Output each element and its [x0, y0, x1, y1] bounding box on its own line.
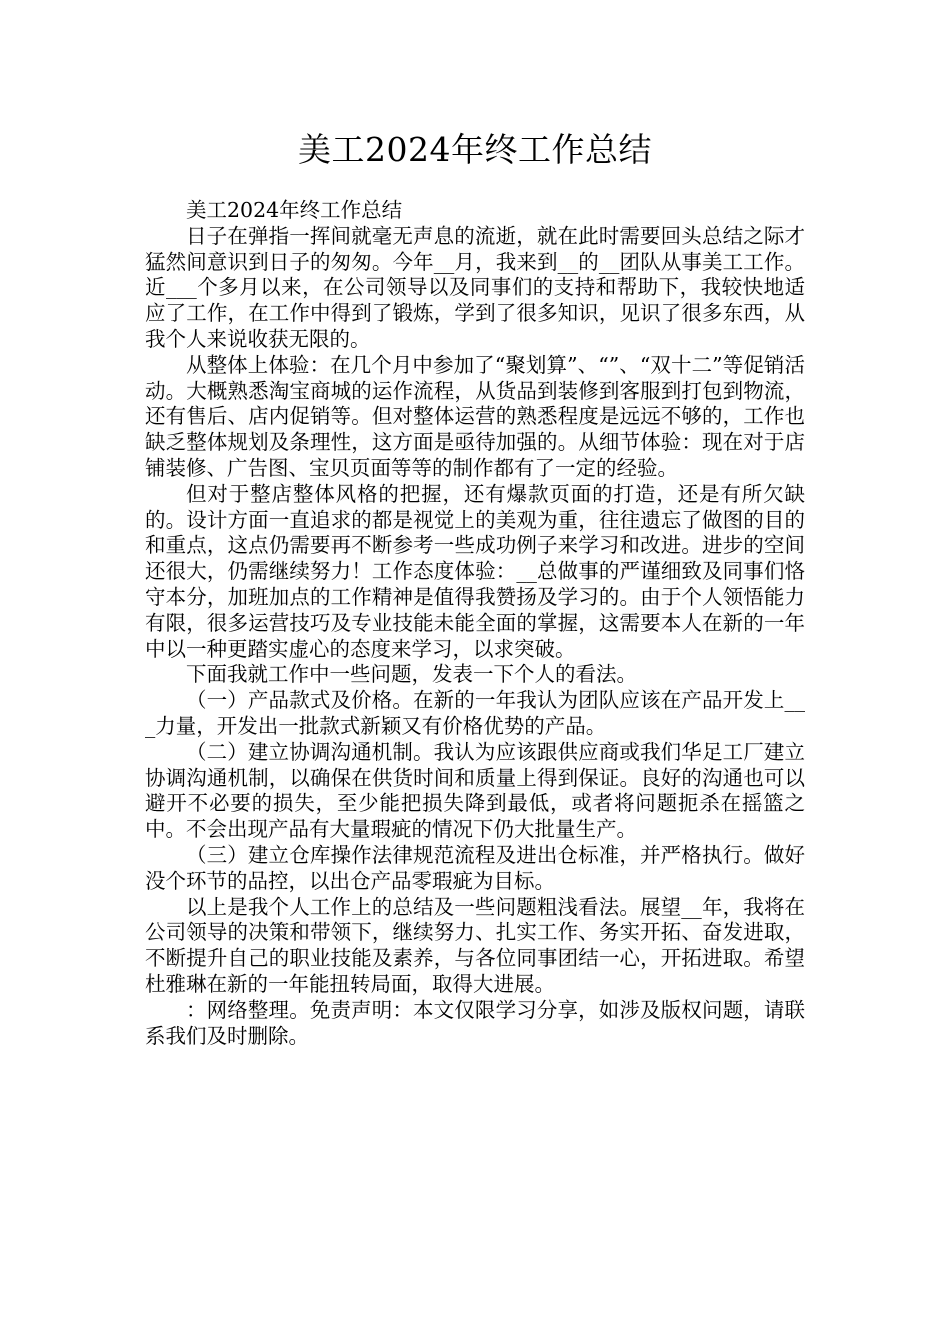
subtitle-paragraph: 美工2024年终工作总结 [186, 198, 403, 222]
point-two-paragraph: （二）建立协调沟通机制。我认为应该跟供应商或我们华足工厂建立协调沟通机制，以确保在供货时间和质量上得到保证。良好的沟通也可以避开不必要的损失，至少能把损失降到最低，或者将问题扼杀在摇篮之中。不会出现产品有大量瑕疵的情况下仍大批量生产。 [145, 739, 805, 842]
overall-experience-paragraph: 从整体上体验：在几个月中参加了“聚划算”、“”、“双十二”等促销活动。大概熟悉淘宝商城的运作流程，从货品到装修到客服到打包到物流，还有售后、店内促销等。但对整体运营的熟悉程度是远远不够的，工作也缺乏整体规划及条理性，这方面是亟待加强的。从细节体验：现在对于店铺装修、广告图、宝贝页面等等的制作都有了一定的经验。 [145, 352, 805, 480]
intro-paragraph: 日子在弹指一挥间就毫无声息的流逝，就在此时需要回头总结之际才猛然间意识到日子的匆匆。今年__月，我来到__的__团队从事美工工作。近___个多月以来，在公司领导以及同事们的支持和帮助下，我较快地适应了工作，在工作中得到了锻炼，学到了很多知识，见识了很多东西，从我个人来说收获无限的。 [145, 223, 805, 351]
shortcomings-paragraph: 但对于整店整体风格的把握，还有爆款页面的打造，还是有所欠缺的。设计方面一直追求的都是视觉上的美观为重，往往遗忘了做图的目的和重点，这点仍需要再不断参考一些成功例子来学习和改进。进步的空间还很大，仍需继续努力！工作态度体验：__总做事的严谨细致及同事们恪守本分，加班加点的工作精神是值得我赞扬及学习的。由于个人领悟能力有限，很多运营技巧及专业技能未能全面的掌握，这需要本人在新的一年中以一种更踏实虚心的态度来学习，以求突破。 [145, 481, 805, 661]
point-three-paragraph: （三）建立仓库操作法律规范流程及进出仓标准，并严格执行。做好没个环节的品控，以出仓产品零瑕疵为目标。 [145, 842, 805, 893]
opinions-intro-paragraph: 下面我就工作中一些问题，发表一下个人的看法。 [186, 662, 637, 687]
point-one-paragraph: （一）产品款式及价格。在新的一年我认为团队应该在产品开发上___力量，开发出一批款式新颖又有价格优势的产品。 [145, 688, 805, 738]
disclaimer-paragraph: ：网络整理。免责声明：本文仅限学习分享，如涉及版权问题，请联系我们及时删除。 [145, 997, 805, 1048]
page-title: 美工2024年终工作总结 [298, 130, 652, 169]
document-body [145, 198, 805, 1049]
outlook-paragraph: 以上是我个人工作上的总结及一些问题粗浅看法。展望__年，我将在公司领导的决策和带领下，继续努力、扎实工作、务实开拓、奋发进取，不断提升自己的职业技能及素养，与各位同事团结一心，开拓进取。希望杜雅琳在新的一年能扭转局面，取得大进展。 [145, 894, 805, 996]
